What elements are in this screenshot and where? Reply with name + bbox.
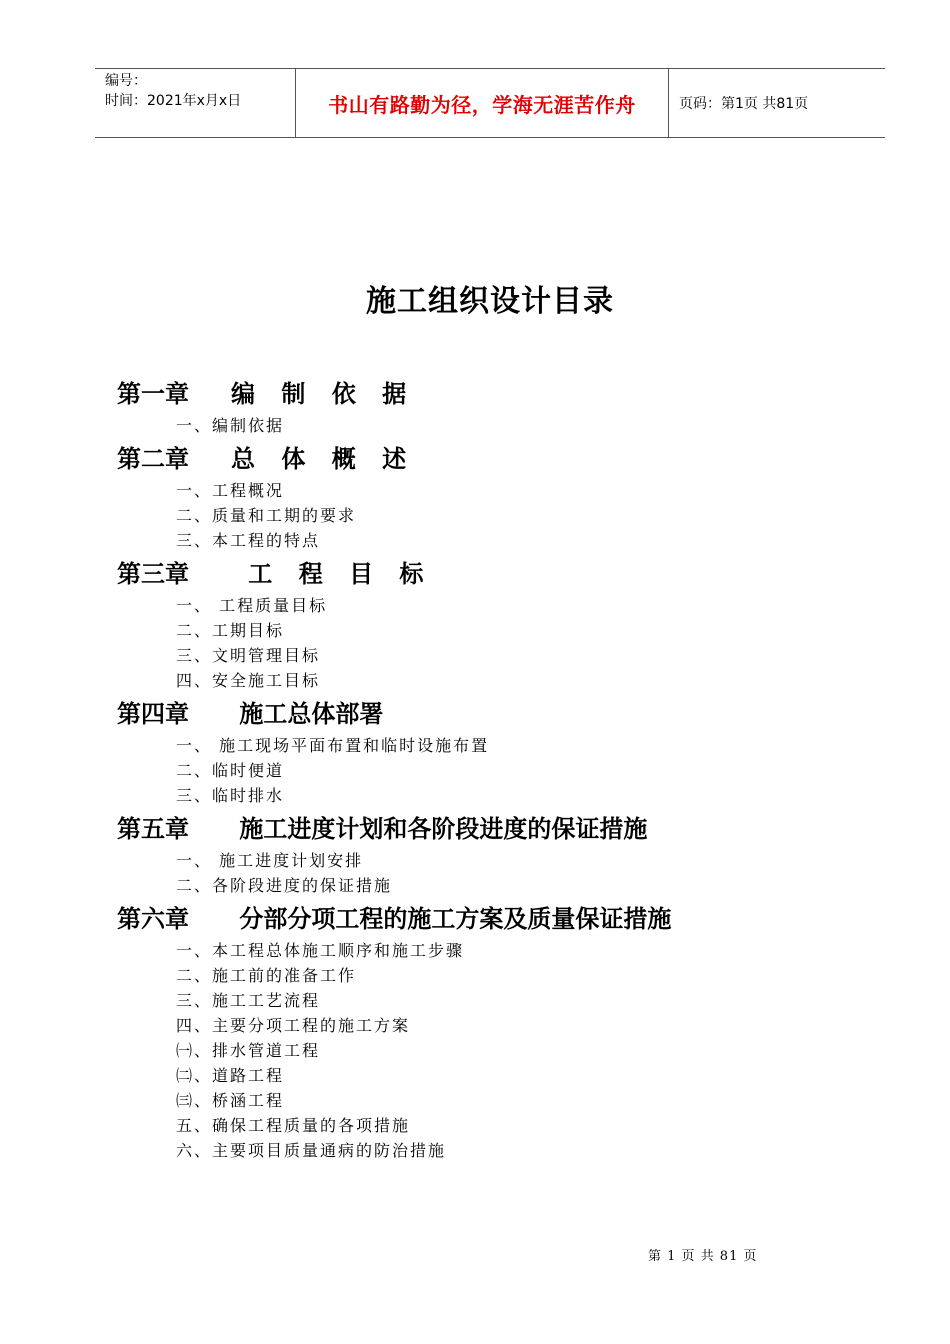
toc-item: 一、 施工进度计划安排 (176, 851, 364, 870)
chapter-number: 第六章 (117, 905, 189, 933)
chapter-number: 第四章 (117, 700, 189, 728)
toc-item: ㈠、排水管道工程 (176, 1041, 321, 1060)
toc-item: 四、主要分项工程的施工方案 (176, 1016, 411, 1035)
toc-item: 一、 工程质量目标 (176, 596, 328, 615)
chapter-number: 第三章 (117, 560, 189, 588)
chapter-heading (117, 900, 877, 938)
number-label: 编号： (105, 73, 147, 89)
toc-item: 二、施工前的准备工作 (176, 966, 357, 985)
toc-item: 二、临时便道 (176, 761, 285, 780)
chapter-heading (117, 695, 877, 733)
chapter-name: 工 程 目 标 (231, 560, 433, 588)
chapter-name: 编 制 依 据 (231, 380, 416, 408)
chapter-items (117, 593, 877, 693)
chapter-name: 施工进度计划和各阶段进度的保证措施 (231, 815, 648, 843)
header-meta (95, 69, 296, 137)
chapter-number: 第一章 (117, 380, 189, 408)
toc-item: 一、工程概况 (176, 481, 285, 500)
toc-item: 三、施工工艺流程 (176, 991, 321, 1010)
chapter-heading (117, 440, 877, 478)
toc-item: 五、确保工程质量的各项措施 (176, 1116, 411, 1135)
page-footer: 第 1 页 共 81 页 (648, 1249, 758, 1264)
chapter-items (117, 413, 877, 438)
toc-item: 三、本工程的特点 (176, 531, 321, 550)
toc-item: 三、临时排水 (176, 786, 285, 805)
header-page-label: 页码：第1页 共81页 (679, 96, 809, 112)
chapter-heading (117, 555, 877, 593)
chapter-number: 第五章 (117, 815, 189, 843)
chapter-items (117, 733, 877, 808)
page-header (95, 68, 885, 138)
toc-item: ㈡、道路工程 (176, 1066, 285, 1085)
toc-item: 三、文明管理目标 (176, 646, 321, 665)
toc-item: 四、安全施工目标 (176, 671, 321, 690)
table-of-contents (117, 375, 877, 1165)
toc-item: 六、主要项目质量通病的防治措施 (176, 1141, 447, 1160)
toc-item: 一、编制依据 (176, 416, 285, 435)
chapter-items (117, 848, 877, 898)
chapter-heading (117, 375, 877, 413)
toc-item: 二、质量和工期的要求 (176, 506, 357, 525)
header-motto: 书山有路勤为径，学海无涯苦作舟 (296, 69, 669, 137)
toc-item: 二、工期目标 (176, 621, 285, 640)
chapter-heading (117, 810, 877, 848)
toc-item: 一、 施工现场平面布置和临时设施布置 (176, 736, 490, 755)
document-title: 施工组织设计目录 (366, 284, 614, 319)
chapter-items (117, 478, 877, 553)
toc-item: 二、各阶段进度的保证措施 (176, 876, 393, 895)
chapter-name: 分部分项工程的施工方案及质量保证措施 (231, 905, 672, 933)
chapter-name: 施工总体部署 (231, 700, 384, 728)
chapter-items (117, 938, 877, 1163)
toc-item: 一、本工程总体施工顺序和施工步骤 (176, 941, 465, 960)
time-label: 时间：2021年x月x日 (105, 93, 242, 109)
chapter-number: 第二章 (117, 445, 189, 473)
chapter-name: 总 体 概 述 (231, 445, 416, 473)
toc-item: ㈢、桥涵工程 (176, 1091, 285, 1110)
